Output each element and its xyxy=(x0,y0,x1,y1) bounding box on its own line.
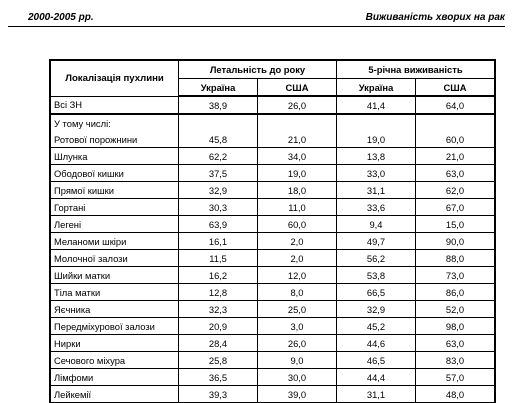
cell-value: 62,2 xyxy=(179,148,258,165)
cell-value: 53,8 xyxy=(337,267,416,284)
row-label: Молочної залози xyxy=(51,250,179,267)
cell-value: 30,0 xyxy=(258,369,337,386)
cell-value: 52,0 xyxy=(416,301,495,318)
cell-value: 49,7 xyxy=(337,233,416,250)
cell-value: 98,0 xyxy=(416,318,495,335)
table-row xyxy=(51,148,495,165)
cell-value: 33,6 xyxy=(337,199,416,216)
cell-value: 44,6 xyxy=(337,335,416,352)
row-label: Ротової порожнини xyxy=(51,131,179,148)
cell-value: 31,1 xyxy=(337,182,416,199)
cell-value: 66,5 xyxy=(337,284,416,301)
row-label: Легені xyxy=(51,216,179,233)
cell-value: 28,4 xyxy=(179,335,258,352)
cell-value: 67,0 xyxy=(416,199,495,216)
cell-value: 25,0 xyxy=(258,301,337,318)
row-label: Сечового міхура xyxy=(51,352,179,369)
cell-value: 8,0 xyxy=(258,284,337,301)
table-row-subheading xyxy=(51,114,495,131)
cell-value: 19,0 xyxy=(258,165,337,182)
table-row xyxy=(51,165,495,182)
cell-value: 9,4 xyxy=(337,216,416,233)
cell-value: 32,9 xyxy=(179,182,258,199)
cell-value: 3,0 xyxy=(258,318,337,335)
cell-value: 34,0 xyxy=(258,148,337,165)
header-period: 2000-2005 рр. xyxy=(28,12,94,23)
row-label: Нирки xyxy=(51,335,179,352)
cell-value: 36,5 xyxy=(179,369,258,386)
cell-value: 16,1 xyxy=(179,233,258,250)
cell-value: 73,0 xyxy=(416,267,495,284)
cell-value: 32,9 xyxy=(337,301,416,318)
page-header xyxy=(8,10,505,27)
cell-value: 86,0 xyxy=(416,284,495,301)
cell-value: 9,0 xyxy=(258,352,337,369)
row-label: Ободової кишки xyxy=(51,165,179,182)
cell-value: 63,0 xyxy=(416,165,495,182)
row-label: Лейкемії xyxy=(51,386,179,403)
cell-value: 62,0 xyxy=(416,182,495,199)
cell-value: 16,2 xyxy=(179,267,258,284)
table-row xyxy=(51,301,495,318)
cell-value: 21,0 xyxy=(258,131,337,148)
cell-value: 12,0 xyxy=(258,267,337,284)
cell-value: 20,9 xyxy=(179,318,258,335)
cell-value: 25,8 xyxy=(179,352,258,369)
table-row xyxy=(51,182,495,199)
row-label: Шлунка xyxy=(51,148,179,165)
table-row xyxy=(51,267,495,284)
cell-value: 57,0 xyxy=(416,369,495,386)
column-header-mortality: Летальність до року xyxy=(179,61,337,79)
cell-value: 30,3 xyxy=(179,199,258,216)
row-label: Шийки матки xyxy=(51,267,179,284)
cell-value: 12,8 xyxy=(179,284,258,301)
table-row xyxy=(51,318,495,335)
cell-value: 60,0 xyxy=(416,131,495,148)
cell-value: 63,9 xyxy=(179,216,258,233)
cell-value: 18,0 xyxy=(258,182,337,199)
cell-value: 64,0 xyxy=(416,96,495,114)
column-header-survival: 5-річна виживаність xyxy=(337,61,495,79)
table-row xyxy=(51,284,495,301)
row-label: Лімфоми xyxy=(51,369,179,386)
cell-value: 63,0 xyxy=(416,335,495,352)
cell-value: 88,0 xyxy=(416,250,495,267)
row-label: Передміхурової залози xyxy=(51,318,179,335)
column-header-ukraine: Україна xyxy=(179,79,258,97)
column-header-usa: США xyxy=(416,79,495,97)
table-row xyxy=(51,216,495,233)
cell-value: 2,0 xyxy=(258,233,337,250)
row-label: У тому числі: xyxy=(51,114,179,131)
cell-value: 15,0 xyxy=(416,216,495,233)
row-label: Меланоми шкіри xyxy=(51,233,179,250)
cell-value: 60,0 xyxy=(258,216,337,233)
cell-value: 56,2 xyxy=(337,250,416,267)
cell-value: 31,1 xyxy=(337,386,416,403)
table-row xyxy=(51,335,495,352)
column-header-localization: Локалізація пухлини xyxy=(51,61,179,97)
header-title: Виживаність хворих на рак xyxy=(365,12,505,23)
cell-value: 26,0 xyxy=(258,335,337,352)
cell-value: 26,0 xyxy=(258,96,337,114)
cell-value: 21,0 xyxy=(416,148,495,165)
table-row xyxy=(51,369,495,386)
cell-value: 11,5 xyxy=(179,250,258,267)
column-header-ukraine: Україна xyxy=(337,79,416,97)
table-row xyxy=(51,199,495,216)
cell-value: 46,5 xyxy=(337,352,416,369)
cell-value: 2,0 xyxy=(258,250,337,267)
table-row xyxy=(51,250,495,267)
row-label: Яєчника xyxy=(51,301,179,318)
cell-value: 45,2 xyxy=(337,318,416,335)
cell-value: 19,0 xyxy=(337,131,416,148)
cell-value: 48,0 xyxy=(416,386,495,403)
cell-value: 44,4 xyxy=(337,369,416,386)
cell-value: 90,0 xyxy=(416,233,495,250)
column-header-usa: США xyxy=(258,79,337,97)
cell-value: 39,0 xyxy=(258,386,337,403)
row-label: Всі ЗН xyxy=(51,96,179,114)
cell-value: 33,0 xyxy=(337,165,416,182)
row-label: Прямої кишки xyxy=(51,182,179,199)
survival-table xyxy=(50,60,495,403)
cell-value: 39,3 xyxy=(179,386,258,403)
table-row xyxy=(51,131,495,148)
cell-value: 41,4 xyxy=(337,96,416,114)
table-row xyxy=(51,233,495,250)
cell-value: 37,5 xyxy=(179,165,258,182)
row-label: Гортані xyxy=(51,199,179,216)
row-label: Тіла матки xyxy=(51,284,179,301)
cell-value: 13,8 xyxy=(337,148,416,165)
cell-value: 38,9 xyxy=(179,96,258,114)
table-row-total xyxy=(51,96,495,114)
cell-value: 83,0 xyxy=(416,352,495,369)
cell-value: 45,8 xyxy=(179,131,258,148)
cell-value: 11,0 xyxy=(258,199,337,216)
table-row xyxy=(51,352,495,369)
cell-value: 32,3 xyxy=(179,301,258,318)
